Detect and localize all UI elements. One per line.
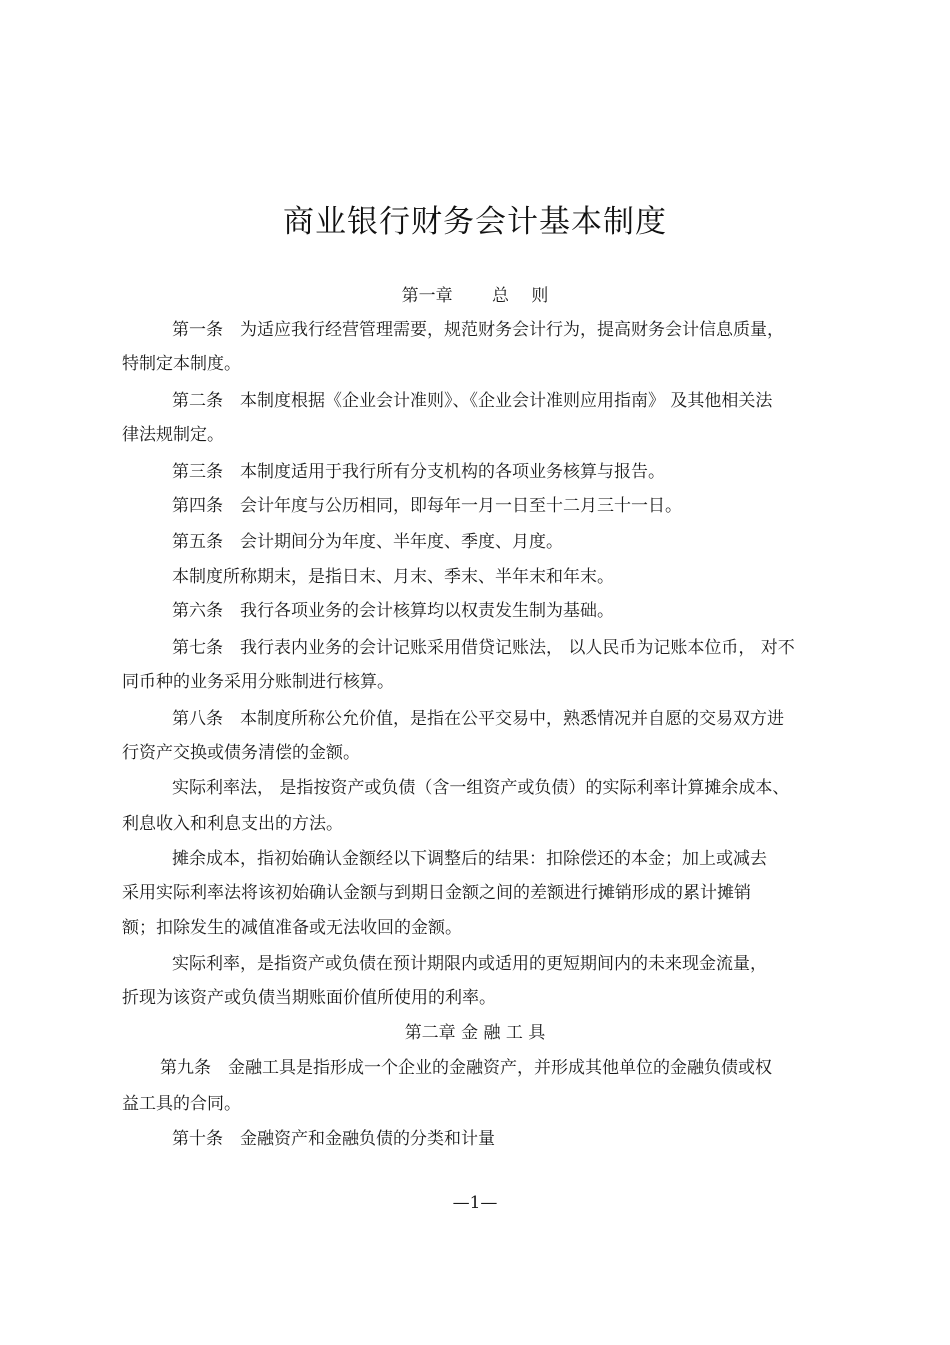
- effective-rate-line-2: 折现为该资产或负债当期账面价值所使用的利率。: [122, 988, 496, 1008]
- article-5-period-end: 本制度所称期末，是指日末、月末、季末、半年末和年末。: [172, 567, 614, 587]
- article-1-line-1: 第一条 为适应我行经营管理需要，规范财务会计行为，提高财务会计信息质量，: [172, 320, 784, 340]
- effective-rate-method-line-1: 实际利率法， 是指按资产或负债（含一组资产或负债）的实际利率计算摊余成本、: [172, 778, 790, 798]
- effective-rate-line-1: 实际利率，是指资产或负债在预计期限内或适用的更短期间内的未来现金流量，: [172, 954, 767, 974]
- amortized-cost-line-1: 摊余成本，指初始确认金额经以下调整后的结果：扣除偿还的本金；加上或减去: [172, 849, 767, 869]
- article-2-line-2: 律法规制定。: [122, 425, 224, 445]
- article-2-line-1: 第二条 本制度根据《企业会计准则》、《企业会计准则应用指南》 及其他相关法: [172, 391, 773, 411]
- article-4: 第四条 会计年度与公历相同，即每年一月一日至十二月三十一日。: [172, 496, 682, 516]
- article-7-line-1: 第七条 我行表内业务的会计记账采用借贷记账法， 以人民币为记账本位币， 对不: [172, 638, 795, 658]
- amortized-cost-line-3: 额；扣除发生的减值准备或无法收回的金额。: [122, 918, 462, 938]
- article-8-line-1: 第八条 本制度所称公允价值，是指在公平交易中，熟悉情况并自愿的交易双方进: [172, 709, 784, 729]
- chapter-heading-2: 第二章 金 融 工 具: [404, 1023, 546, 1043]
- article-6: 第六条 我行各项业务的会计核算均以权责发生制为基础。: [172, 601, 614, 621]
- amortized-cost-line-2: 采用实际利率法将该初始确认金额与到期日金额之间的差额进行摊销形成的累计摊销: [122, 883, 751, 903]
- article-1-line-2: 特制定本制度。: [122, 354, 241, 374]
- document-title: 商业银行财务会计基本制度: [283, 204, 667, 240]
- article-3: 第三条 本制度适用于我行所有分支机构的各项业务核算与报告。: [172, 462, 665, 482]
- article-9-line-2: 益工具的合同。: [122, 1094, 241, 1114]
- article-7-line-2: 同币种的业务采用分账制进行核算。: [122, 672, 394, 692]
- article-10: 第十条 金融资产和金融负债的分类和计量: [172, 1129, 495, 1149]
- article-9-line-1: 第九条 金融工具是指形成一个企业的金融资产，并形成其他单位的金融负债或权: [160, 1058, 772, 1078]
- article-5: 第五条 会计期间分为年度、半年度、季度、月度。: [172, 532, 563, 552]
- effective-rate-method-line-2: 利息收入和利息支出的方法。: [122, 814, 343, 834]
- article-8-line-2: 行资产交换或债务清偿的金额。: [122, 743, 360, 763]
- page-number: —1—: [452, 1193, 498, 1213]
- chapter-heading-1: 第一章 总 则: [401, 286, 549, 306]
